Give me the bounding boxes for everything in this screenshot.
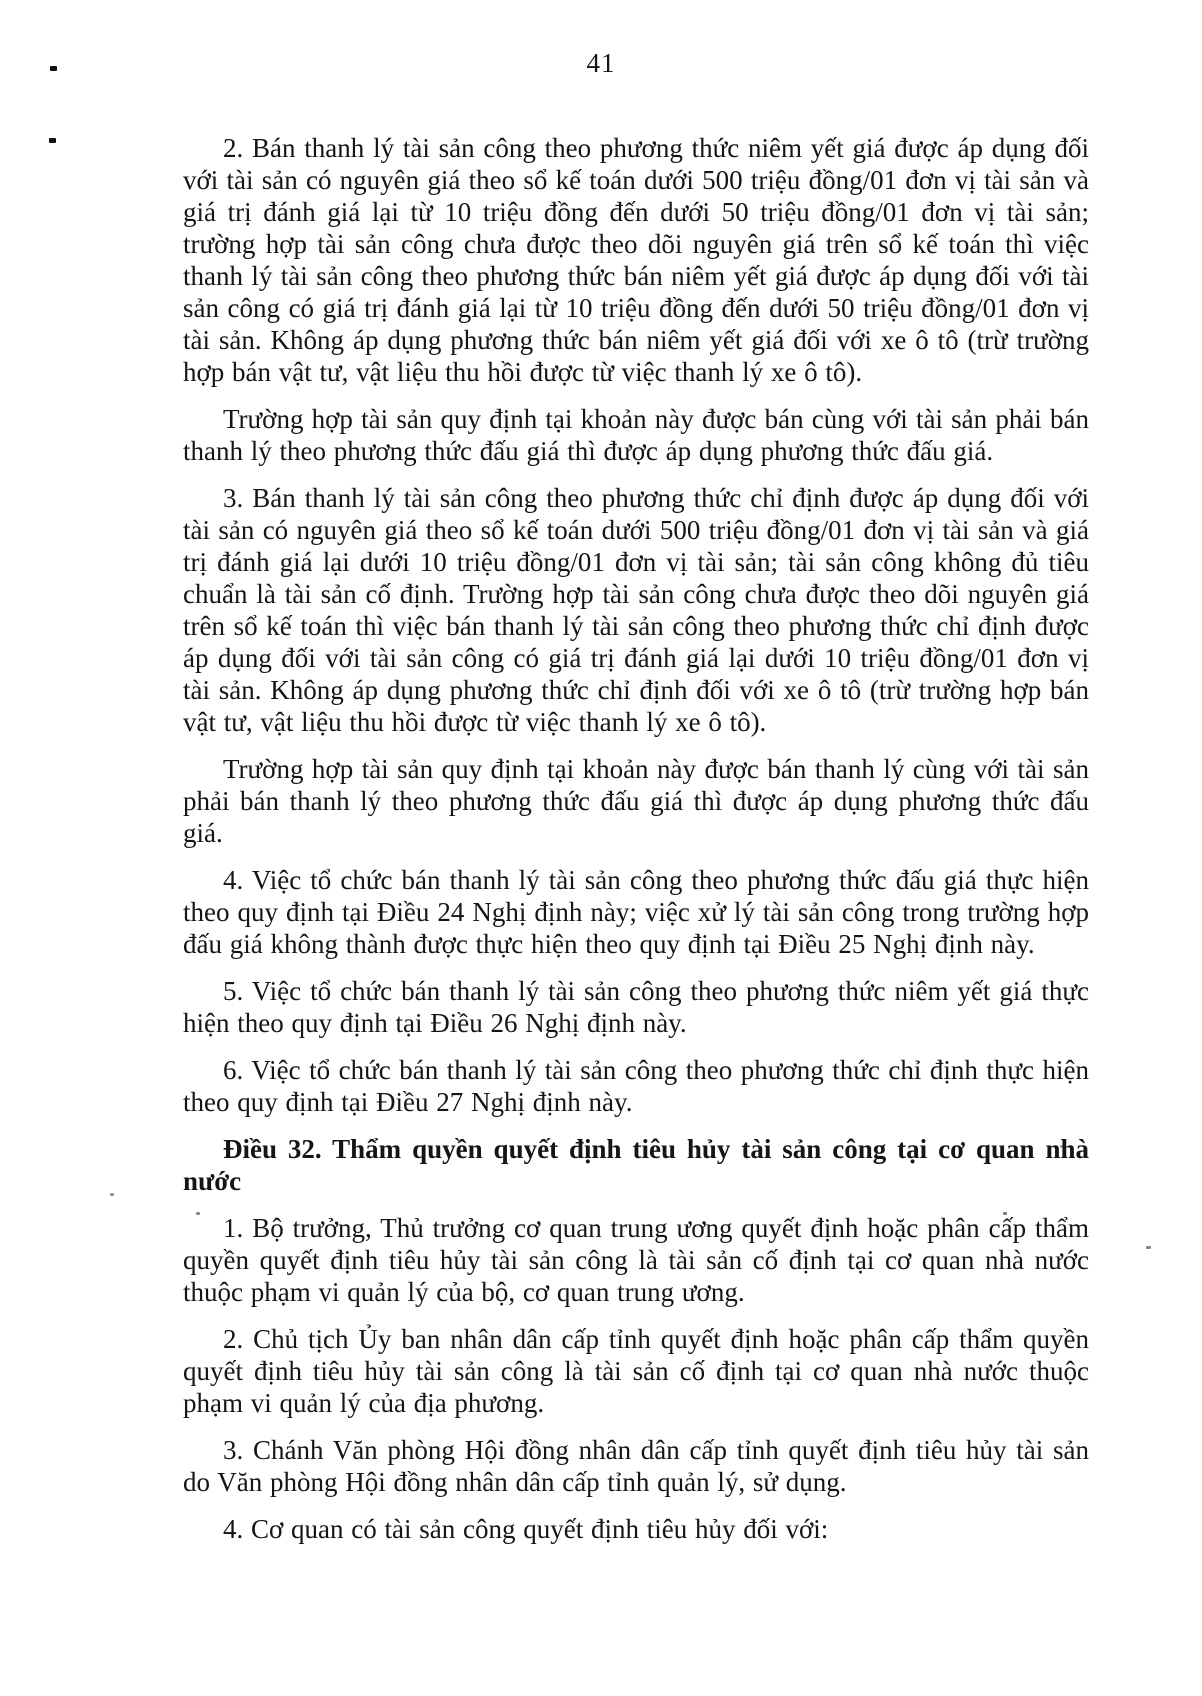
paragraph: Trường hợp tài sản quy định tại khoản này được bán thanh lý cùng với tài sản phải bán thanh lý theo phương thức đấu giá thì được áp dụng phương thức đấu giá. <box>183 754 1089 848</box>
paragraph: 3. Bán thanh lý tài sản công theo phương thức chỉ định được áp dụng đối với tài sản có nguyên giá theo sổ kế toán dưới 500 triệu đồng/01 đơn vị tài sản và giá trị đánh giá lại dưới 10 triệu đồng/01 đơn vị tài sản; tài sản công không đủ tiêu chuẩn là tài sản cố định. Trường hợp tài sản công chưa được theo dõi nguyên giá trên sổ kế toán thì việc bán thanh lý tài sản công theo phương thức chỉ định được áp dụng đối với tài sản công có giá trị đánh giá lại dưới 10 triệu đồng/01 đơn vị tài sản. Không áp dụng phương thức chỉ định đối với xe ô tô (trừ trường hợp bán vật tư, vật liệu thu hồi được từ việc thanh lý xe ô tô). <box>183 483 1089 737</box>
paragraph: 3. Chánh Văn phòng Hội đồng nhân dân cấp tỉnh quyết định tiêu hủy tài sản do Văn phòng Hội đồng nhân dân cấp tỉnh quản lý, sử dụng. <box>183 1435 1089 1497</box>
paragraph: 5. Việc tổ chức bán thanh lý tài sản công theo phương thức niêm yết giá thực hiện theo quy định tại Điều 26 Nghị định này. <box>183 976 1089 1038</box>
paragraph: 2. Chủ tịch Ủy ban nhân dân cấp tỉnh quyết định hoặc phân cấp thẩm quyền quyết định tiêu hủy tài sản công là tài sản cố định tại cơ quan nhà nước thuộc phạm vi quản lý của địa phương. <box>183 1324 1089 1418</box>
document-body <box>183 132 1089 1560</box>
paragraph: 2. Bán thanh lý tài sản công theo phương thức niêm yết giá được áp dụng đối với tài sản có nguyên giá theo sổ kế toán dưới 500 triệu đồng/01 đơn vị tài sản và giá trị đánh giá lại từ 10 triệu đồng đến dưới 50 triệu đồng/01 đơn vị tài sản; trường hợp tài sản công chưa được theo dõi nguyên giá trên sổ kế toán thì việc thanh lý tài sản công theo phương thức bán niêm yết giá được áp dụng đối với tài sản công có giá trị đánh giá lại từ 10 triệu đồng đến dưới 50 triệu đồng/01 đơn vị tài sản. Không áp dụng phương thức bán niêm yết giá đối với xe ô tô (trừ trường hợp bán vật tư, vật liệu thu hồi được từ việc thanh lý xe ô tô). <box>183 133 1089 387</box>
paragraph: 4. Cơ quan có tài sản công quyết định tiêu hủy đối với: <box>223 1514 829 1544</box>
scan-speck <box>1146 1246 1151 1249</box>
paragraph: 4. Việc tổ chức bán thanh lý tài sản công theo phương thức đấu giá thực hiện theo quy định tại Điều 24 Nghị định này; việc xử lý tài sản công trong trường hợp đấu giá không thành được thực hiện theo quy định tại Điều 25 Nghị định này. <box>183 865 1089 959</box>
section-heading: Điều 32. Thẩm quyền quyết định tiêu hủy tài sản công tại cơ quan nhà nước <box>183 1134 1089 1196</box>
paragraph: 6. Việc tổ chức bán thanh lý tài sản công theo phương thức chỉ định thực hiện theo quy định tại Điều 27 Nghị định này. <box>183 1055 1089 1117</box>
scan-speck <box>49 138 56 143</box>
scan-speck <box>110 1193 114 1196</box>
page-number: 41 <box>586 48 616 78</box>
paragraph: Trường hợp tài sản quy định tại khoản này được bán cùng với tài sản phải bán thanh lý theo phương thức đấu giá thì được áp dụng phương thức đấu giá. <box>183 404 1089 466</box>
scan-speck <box>50 66 57 71</box>
paragraph: 1. Bộ trưởng, Thủ trưởng cơ quan trung ương quyết định hoặc phân cấp thẩm quyền quyết định tiêu hủy tài sản công là tài sản cố định tại cơ quan nhà nước thuộc phạm vi quản lý của bộ, cơ quan trung ương. <box>183 1213 1089 1307</box>
